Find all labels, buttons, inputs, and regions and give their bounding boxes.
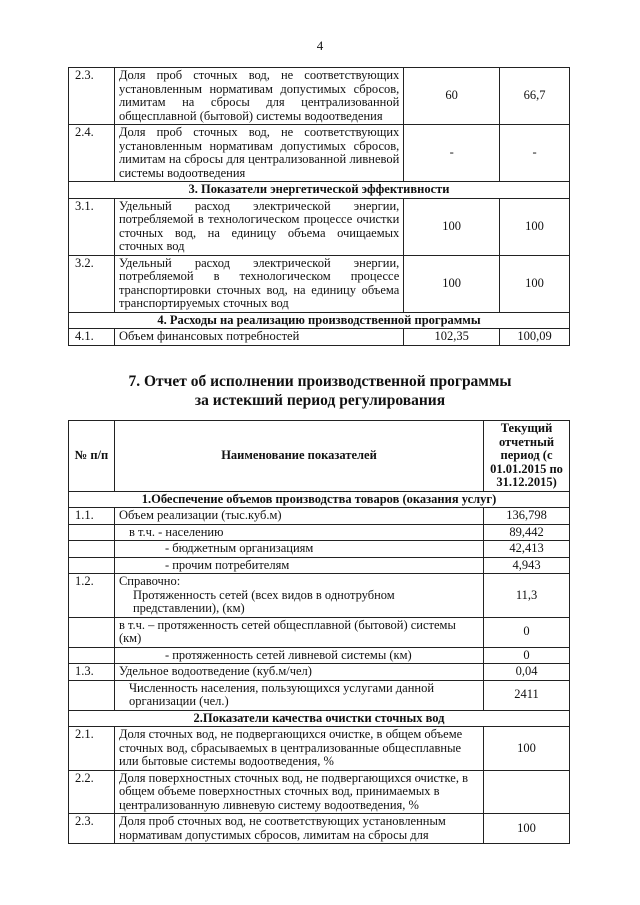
row-name: Доля проб сточных вод, не соответствующих установленным нормативам допустимых сбросов, лимитам на сбросы для: [114, 814, 483, 844]
row-number: 1.1.: [69, 508, 115, 525]
row-value: 136,798: [484, 508, 570, 525]
row-value-fact: -: [500, 125, 570, 182]
section-row: [69, 491, 570, 508]
row-number: 2.3.: [69, 68, 115, 125]
table-row: [69, 574, 570, 618]
row-value-fact: 100: [500, 255, 570, 312]
row-name: [114, 574, 483, 618]
page-number: 4: [316, 38, 324, 53]
row-value: 100: [484, 727, 570, 771]
row-value: [484, 770, 570, 814]
row-name: Численность населения, пользующихся услугами данной организации (чел.): [114, 680, 483, 710]
row-number-empty: [69, 647, 115, 664]
row-value-plan: 100: [404, 255, 500, 312]
report-title-line-1: 7. Отчет об исполнении производственной программы: [128, 373, 512, 390]
row-name: Доля сточных вод, не подвергающихся очистке, в общем объеме сточных вод, сбрасываемых в централизованные общесплавные или бытовые системы водоотведения, %: [114, 727, 483, 771]
row-value: 0,04: [484, 664, 570, 681]
header-period: Текущий отчетный период (с 01.01.2015 по 31.12.2015): [484, 421, 570, 492]
table-row: [69, 647, 570, 664]
header-number: № п/п: [69, 421, 115, 492]
row-name: - бюджетным организациям: [114, 541, 483, 558]
row-value: 0: [484, 647, 570, 664]
section-row: [69, 710, 570, 727]
section-heading: 1.Обеспечение объемов производства товаров (оказания услуг): [69, 491, 570, 508]
row-value-plan: 100: [404, 198, 500, 255]
indicators-table-continued: [68, 67, 570, 346]
table-row: [69, 508, 570, 525]
row-value-fact: 66,7: [500, 68, 570, 125]
report-title: [0, 372, 640, 410]
row-name: Объем финансовых потребностей: [114, 329, 403, 346]
table-row: [69, 557, 570, 574]
row-name: в т.ч. – протяженность сетей общесплавной (бытовой) системы (км): [114, 617, 483, 647]
section-heading: 2.Показатели качества очистки сточных вод: [69, 710, 570, 727]
table-row: [69, 617, 570, 647]
table-row: [69, 814, 570, 844]
row-name: Объем реализации (тыс.куб.м): [114, 508, 483, 525]
row-number-empty: [69, 557, 115, 574]
reference-label: Справочно:: [118, 574, 181, 588]
row-name: Доля проб сточных вод, не соответствующих установленным нормативам допустимых сбросов, лимитам на сбросы для централизованной ливневой системы водоотведения: [114, 125, 403, 182]
table-row: [69, 770, 570, 814]
row-value: 42,413: [484, 541, 570, 558]
table-row: [69, 727, 570, 771]
row-number-empty: [69, 524, 115, 541]
table-row: [69, 125, 570, 182]
table-row: [69, 255, 570, 312]
row-number: 1.3.: [69, 664, 115, 681]
section-row: [69, 182, 570, 199]
row-value: 0: [484, 617, 570, 647]
row-name: - протяженность сетей ливневой системы (км): [114, 647, 483, 664]
row-value: 100: [484, 814, 570, 844]
row-number-empty: [69, 541, 115, 558]
table-row: [69, 329, 570, 346]
row-number: 2.1.: [69, 727, 115, 771]
table-row: [69, 664, 570, 681]
row-value-plan: -: [404, 125, 500, 182]
section-heading: 3. Показатели энергетической эффективности: [69, 182, 570, 199]
table-row: [69, 198, 570, 255]
row-value-plan: 102,35: [404, 329, 500, 346]
row-value: 11,3: [484, 574, 570, 618]
row-name: - прочим потребителям: [114, 557, 483, 574]
section-row: [69, 312, 570, 329]
row-name: Удельный расход электрической энергии, потребляемой в технологическом процессе очистки сточных вод, на единицу объема очищаемых сточных вод: [114, 198, 403, 255]
row-number-empty: [69, 680, 115, 710]
row-value-fact: 100,09: [500, 329, 570, 346]
row-number: 4.1.: [69, 329, 115, 346]
row-number: 2.4.: [69, 125, 115, 182]
row-number: 3.1.: [69, 198, 115, 255]
table-row: [69, 541, 570, 558]
row-number-empty: [69, 617, 115, 647]
row-name: Удельный расход электрической энергии, потребляемой в технологическом процессе транспортировки сточных вод, на единицу объема транспортируемых сточных вод: [114, 255, 403, 312]
report-title-line-2: за истекший период регулирования: [194, 392, 446, 409]
row-number: 3.2.: [69, 255, 115, 312]
row-name: Удельное водоотведение (куб.м/чел): [114, 664, 483, 681]
table-row: [69, 524, 570, 541]
row-number: 2.2.: [69, 770, 115, 814]
row-value: 4,943: [484, 557, 570, 574]
row-value: 89,442: [484, 524, 570, 541]
row-name: в т.ч. - населению: [114, 524, 483, 541]
row-value-plan: 60: [404, 68, 500, 125]
row-value-fact: 100: [500, 198, 570, 255]
table-row: [69, 68, 570, 125]
row-value: 2411: [484, 680, 570, 710]
table-row: [69, 680, 570, 710]
header-row: [69, 421, 570, 492]
row-name-text: Протяженность сетей (всех видов в однотрубном представлении), (км): [132, 587, 395, 615]
section-heading: 4. Расходы на реализацию производственной программы: [69, 312, 570, 329]
report-table: [68, 420, 570, 844]
row-name: Доля поверхностных сточных вод, не подвергающихся очистке, в общем объеме поверхностных сточных вод, принимаемых в централизованную ливневую систему водоотведения, %: [114, 770, 483, 814]
row-number: 2.3.: [69, 814, 115, 844]
row-number: 1.2.: [69, 574, 115, 618]
row-name: Доля проб сточных вод, не соответствующих установленным нормативам допустимых сбросов, лимитам на сбросы для централизованной общесплавной (бытовой) системы водоотведения: [114, 68, 403, 125]
header-name: Наименование показателей: [114, 421, 483, 492]
